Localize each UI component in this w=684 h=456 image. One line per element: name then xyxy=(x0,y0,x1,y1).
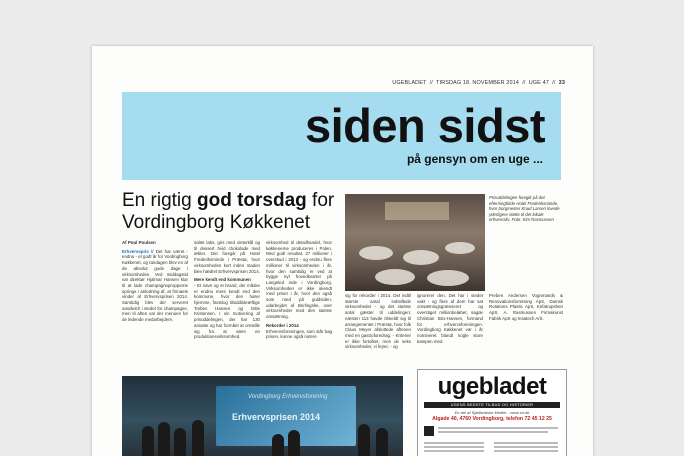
newspaper-page xyxy=(92,46,593,456)
article-column-3 xyxy=(266,240,332,376)
ad-tagline: UGENS BEDSTE TILBUD OG HISTORIER xyxy=(424,402,560,408)
article-column-5 xyxy=(417,293,483,369)
section-subtitle: på gensyn om en uge ... xyxy=(406,152,543,166)
headline-bold: god torsdag xyxy=(196,190,307,211)
column-3-text-b: Erhvervsforeningen, som står bag prisen, kunne også notere xyxy=(266,328,332,340)
ad-line-1: En del af Sjællandske Medier - www.sn.dk xyxy=(454,410,530,415)
lead-text: Det har været - endnu - et godt år for Vordingborg Køkkenet, og tandagen blev en af de absolut gode dage i virksomheden. Ved middagstid var direktør Hjalmar Hansen klar til at lade champagnepropperne springe i anledning af, at firmaets vinder af Erhvervsprisen 2014. Samtidig blev der serveret sandwich i stedet for champagne, men til aften var der menuen for de ledende medarbejdere. xyxy=(122,248,188,323)
page-header: UGEBLADET // TIRSDAG 18. NOVEMBER 2014 // UGE 47 // 33 xyxy=(392,80,565,86)
subheading-mere-kendt: Mere kendt end kommunen xyxy=(194,277,251,283)
screen-top-text: Vordingborg Erhvervsforening xyxy=(248,394,328,400)
column-2-text: saltet laks, gris med vinterkål og til dessert hvid chokolade med æbler. Det foregik på Hotel Frederiksminde i Præstø, hvor virksomheden kort inden maden blev hædret Erhvervsprisen 2014. xyxy=(194,240,260,274)
column-6-text: Preben Andersen Vognmands & Renovationsforretning ApS, Damsk Rotations Plastic ApS, Kefatrupsheri ApS, A. Rasmussen Firmakunst Fabrik ApS og Insatech A/S. xyxy=(489,293,563,321)
lead-place: Erhvervspris // xyxy=(122,248,154,254)
article-headline xyxy=(122,190,352,234)
article-column-2 xyxy=(194,240,260,376)
publication-name: UGEBLADET xyxy=(392,80,427,86)
award-photo xyxy=(122,376,403,456)
section-banner xyxy=(122,92,561,180)
screen-text: Erhvervsprisen 2014 xyxy=(232,412,321,422)
subheading-rekorder: Rekorder i 2014 xyxy=(266,322,299,328)
article-column-4 xyxy=(345,293,411,369)
column-3-text: virksomhed til detailhandel, hvor køkkenerne produceres i Polen. Med godt resultat. 27 millioner i overskud i 2013 - og endnu flere millioner til virksomheden i år, hvor den samtidig er ved at bygge nyt hovedkvarter på Langeled inde i Vordingborg. Virksomheden er ikke ukendt med priser i år, hvor den også som med på guldsiden, udarbejdet af Berlingske, over virksomheder med den største omsætning. xyxy=(266,240,332,320)
headline-pre: En rigtig xyxy=(122,190,197,211)
issue-date: TIRSDAG 18. NOVEMBER 2014 xyxy=(436,80,519,86)
ad-qr-block xyxy=(424,426,434,436)
column-4-text: sig for rekorder i 2014. Det indtil største antal indstillede virksomheder - og det største antal gæster til uddelingen; næsten 113 havde tilmeldt sig til arrangementet i Præstø, hvor folk Claus Meyer afsluttede aftenen med en gastroforedrag. - Kriterier er ikke fortolket, men de seks virksomheder, vi fejrer, - og xyxy=(345,293,411,350)
article-column-6 xyxy=(489,293,563,369)
column-5-text: ignorerer den. Det har i stedet vakt - og flere af dem har sat omsætningsgrænseret og overstiget millionbeløbet, sagde Christian Brix-Hansen, formand for erhvervsforeningen. Vordingborg Køkkenet var i år nomineret blandt nogle store kampen med xyxy=(417,293,483,344)
headline-post: for Vordingborg Køkkenet xyxy=(122,190,335,233)
photo-caption: Prisuddelingen foregik på det efterningfolde Hotel Frederiksminde, hvor borgmester Knud Larsen lovede yderligere støtte til det lokale erhvervsliv. Foto: Kim Rasmussen xyxy=(489,195,560,223)
byline: Af Poul Poulsen xyxy=(122,240,156,245)
ugebladet-ad xyxy=(417,369,567,456)
article-column-1 xyxy=(122,240,188,376)
page-number: 33 xyxy=(558,80,565,86)
section-title: siden sidst xyxy=(304,99,545,152)
ad-address: Algade 40, 4760 Vordingborg, telefon 72 45 12 25 xyxy=(432,416,552,422)
dinner-photo xyxy=(345,194,485,291)
ad-title: ugebladet xyxy=(437,373,547,400)
column-2-text-b: - Et navn og et brand, der måske er endnu mere kendt end den kommune, hvor den hører hjemme, fastslog tilsiddiskræftige Torben Hansen og Gitte Kristensen. I sin motivering af prisuddelingen, der har 130 ansatte og har formået at omstille sig fra at være en produktionsvirksomhed. xyxy=(194,282,260,340)
issue-week: UGE 47 xyxy=(528,80,549,86)
